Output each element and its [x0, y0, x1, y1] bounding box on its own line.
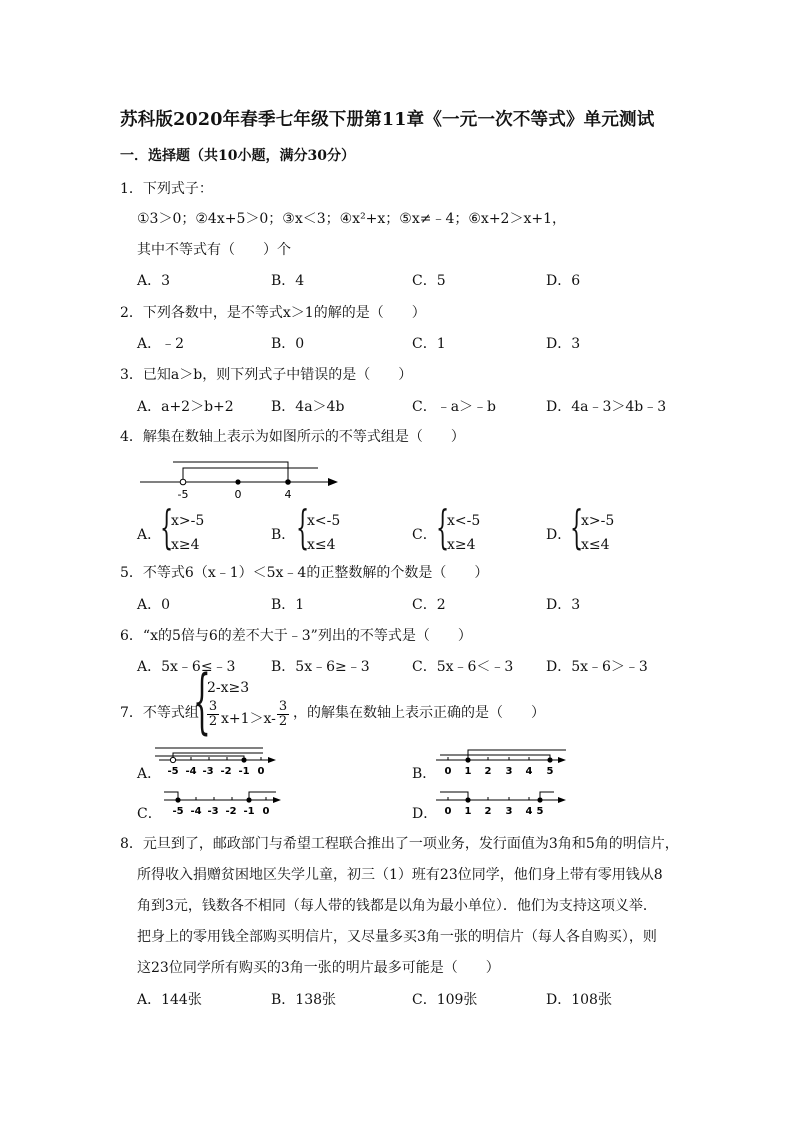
fraction: 3 2 — [208, 699, 218, 729]
q7-option-c[interactable]: C． — [137, 806, 162, 822]
tick-label: -2 — [225, 806, 237, 817]
fraction: 3 2 — [278, 699, 288, 729]
tick-label: 4 — [525, 766, 533, 777]
q1-expressions: ①3＞0；②4x+5＞0；③x＜3；④x²+x；⑤x≠﹣4；⑥x+2＞x+1， — [137, 211, 567, 227]
tick-label: 5 — [536, 806, 544, 817]
q4-system-d: { x>-5 x≤4 — [570, 500, 615, 554]
q7-option-d[interactable]: D． — [412, 806, 438, 822]
q4-number-line — [138, 456, 343, 502]
q3-option-c[interactable]: C．﹣a＞﹣b — [412, 399, 497, 415]
q2-option-b[interactable]: B．0 — [271, 336, 305, 352]
q3-option-a[interactable]: A．a+2＞b+2 — [137, 399, 234, 415]
tick-label: 0 — [234, 488, 242, 501]
q4-option-d[interactable]: D． — [546, 527, 572, 543]
open-point — [180, 479, 186, 485]
q1-tail: 其中不等式有（ ）个 — [137, 242, 291, 258]
closed-point — [285, 479, 291, 485]
tick-label: 2 — [484, 766, 492, 777]
tick-label: 0 — [257, 766, 265, 777]
q7-stem-post: ，的解集在数轴上表示正确的是（ ） — [293, 705, 545, 721]
q2-option-d[interactable]: D．3 — [546, 336, 581, 352]
q8-line-2: 所得收入捐赠贫困地区失学儿童，初三（1）班有23位同学，他们身上带有零用钱从8 — [137, 867, 663, 883]
q7-number-line-b — [432, 744, 572, 778]
tick-label: 1 — [464, 806, 472, 817]
tick-label: 0 — [262, 806, 270, 817]
tick-label: 1 — [464, 766, 472, 777]
q7-option-b[interactable]: B． — [412, 766, 437, 782]
q3-option-d[interactable]: D．4a﹣3＞4b﹣3 — [546, 399, 667, 415]
q1-option-c[interactable]: C．5 — [412, 273, 446, 289]
q5-stem: 5．不等式6（x﹣1）＜5x﹣4的正整数解的个数是（ ） — [120, 565, 489, 581]
tick-label: -4 — [185, 766, 197, 777]
tick-label: 4 — [525, 806, 533, 817]
tick-label: 5 — [546, 766, 554, 777]
q5-option-c[interactable]: C．2 — [412, 597, 446, 613]
q5-option-a[interactable]: A．0 — [137, 597, 171, 613]
q8-option-a[interactable]: A．144张 — [137, 992, 202, 1008]
q8-option-b[interactable]: B．138张 — [271, 992, 337, 1008]
q1-option-a[interactable]: A．3 — [137, 273, 171, 289]
tick-label: -5 — [172, 806, 184, 817]
origin-point — [235, 479, 240, 484]
q6-option-a[interactable]: A．5x﹣6≤﹣3 — [137, 659, 236, 675]
q4-option-c[interactable]: C． — [412, 527, 437, 543]
q2-option-c[interactable]: C．1 — [412, 336, 446, 352]
q1-stem: 1．下列式子： — [120, 181, 213, 197]
tick-label: -5 — [167, 766, 179, 777]
q6-stem: 6．“x的5倍与6的差不大于﹣3”列出的不等式是（ ） — [120, 628, 472, 644]
q3-stem: 3．已知a＞b，则下列式子中错误的是（ ） — [120, 367, 413, 383]
q4-system-b: { x<-5 x≤4 — [296, 500, 341, 554]
tick-label: -4 — [190, 806, 202, 817]
q5-option-d[interactable]: D．3 — [546, 597, 581, 613]
system-row: x+1＞x- — [221, 711, 276, 727]
section-heading: 一．选择题（共10小题，满分30分） — [120, 148, 355, 164]
q4-system-a: { x>-5 x≥4 — [160, 500, 205, 554]
page-title: 苏科版2020年春季七年级下册第11章《一元一次不等式》单元测试 — [120, 110, 655, 130]
q1-option-b[interactable]: B．4 — [271, 273, 305, 289]
tick-label: -5 — [177, 488, 189, 501]
q8-option-c[interactable]: C．109张 — [412, 992, 478, 1008]
system-row: x≤4 — [307, 537, 336, 553]
q8-line-4: 把身上的零用钱全部购买明信片，又尽量多买3角一张的明信片（每人各自购买），则 — [137, 929, 657, 945]
tick-label: -2 — [220, 766, 232, 777]
q4-option-b[interactable]: B． — [271, 527, 296, 543]
tick-label: 3 — [505, 806, 513, 817]
tick-label: -1 — [238, 766, 250, 777]
q7-number-line-a — [155, 744, 280, 778]
tick-label: 0 — [444, 806, 452, 817]
q6-option-b[interactable]: B．5x﹣6≥﹣3 — [271, 659, 370, 675]
system-row: x>-5 — [171, 513, 205, 529]
q8-line-1: 8．元旦到了，邮政部门与希望工程联合推出了一项业务，发行面值为3角和5角的明信片， — [120, 836, 679, 852]
tick-label: 2 — [484, 806, 492, 817]
system-row: x>-5 — [581, 513, 615, 529]
q7-number-line-c — [160, 784, 285, 818]
q2-stem: 2．下列各数中，是不等式x＞1的解的是（ ） — [120, 305, 426, 321]
system-row: x≥4 — [447, 537, 476, 553]
q7-number-line-d — [432, 784, 572, 818]
q7-stem-pre: 7．不等式组 — [120, 705, 199, 721]
tick-label: 4 — [284, 488, 292, 501]
q8-option-d[interactable]: D．108张 — [546, 992, 612, 1008]
q3-option-b[interactable]: B．4a＞4b — [271, 399, 345, 415]
q4-option-a[interactable]: A． — [137, 527, 162, 543]
system-row: x≥4 — [171, 537, 200, 553]
tick-label: -3 — [207, 806, 219, 817]
q5-option-b[interactable]: B．1 — [271, 597, 305, 613]
q2-option-a[interactable]: A．﹣2 — [137, 336, 185, 352]
q7-option-a[interactable]: A． — [137, 766, 162, 782]
q4-system-c: { x<-5 x≥4 — [436, 500, 481, 554]
q7-system — [193, 660, 307, 742]
system-row: x<-5 — [307, 513, 341, 529]
q1-option-d[interactable]: D．6 — [546, 273, 581, 289]
system-row: x≤4 — [581, 537, 610, 553]
tick-label: -3 — [202, 766, 214, 777]
tick-label: 3 — [505, 766, 513, 777]
q6-option-c[interactable]: C．5x﹣6＜﹣3 — [412, 659, 514, 675]
system-row: 2-x≥3 — [207, 680, 250, 696]
brace-glyph: { — [193, 660, 211, 742]
tick-label: -1 — [243, 806, 255, 817]
tick-label: 0 — [444, 766, 452, 777]
q6-option-d[interactable]: D．5x﹣6＞﹣3 — [546, 659, 648, 675]
q4-stem: 4．解集在数轴上表示为如图所示的不等式组是（ ） — [120, 429, 465, 445]
system-row: x<-5 — [447, 513, 481, 529]
q8-line-3: 角到3元，钱数各不相同（每人带的钱都是以角为最小单位）．他们为支持这项义举． — [137, 898, 657, 914]
q8-line-5: 这23位同学所有购买的3角一张的明片最多可能是（ ） — [137, 960, 500, 976]
